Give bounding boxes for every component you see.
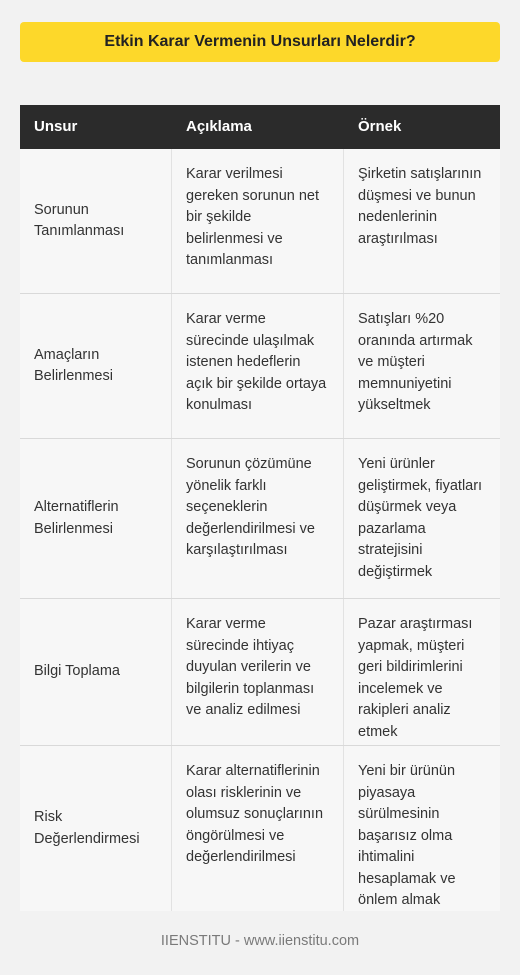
header-ornek: Örnek: [358, 118, 402, 136]
cell-aciklama: Karar verme sürecinde ihtiyaç duyulan verilerin ve bilgilerin toplanması ve analiz edilmesi: [172, 599, 344, 745]
cell-ornek: Yeni bir ürünün piyasaya sürülmesinin başarısız olma ihtimalini hesaplamak ve önlem almak: [358, 763, 456, 908]
cell-ornek: Şirketin satışlarının düşmesi ve bunun nedenlerinin araştırılması: [358, 166, 482, 247]
cell-unsur: Bilgi Toplama: [20, 599, 172, 745]
header-aciklama: Açıklama: [186, 118, 252, 136]
table-row: [20, 439, 500, 599]
header-unsur: Unsur: [34, 118, 78, 136]
cell-aciklama: Karar verilmesi gereken sorunun net bir şekilde belirlenmesi ve tanımlanması: [172, 149, 344, 293]
cell-ornek: Pazar araştırması yapmak, müşteri geri bildirimlerini incelemek ve rakipleri analiz etmek: [358, 616, 473, 740]
table-row: [20, 294, 500, 439]
table-header-row: [20, 105, 500, 149]
cell-aciklama: Sorunun çözümüne yönelik farklı seçeneklerin değerlendirilmesi ve karşılaştırılması: [172, 439, 344, 598]
elements-table: [20, 105, 500, 911]
cell-aciklama: Karar alternatiflerinin olası risklerinin ve olumsuz sonuçlarının öngörülmesi ve değerlendirilmesi: [172, 746, 344, 911]
cell-unsur: Risk Değerlendirmesi: [20, 746, 172, 911]
table-row: [20, 599, 500, 746]
table-row: [20, 149, 500, 294]
cell-ornek: Yeni ürünler geliştirmek, fiyatları düşürmek veya pazarlama stratejisini değiştirmek: [358, 456, 483, 580]
cell-unsur: Amaçların Belirlenmesi: [20, 294, 172, 438]
footer-credit: IIENSTITU - www.iienstitu.com: [160, 933, 360, 949]
page-title: Etkin Karar Vermenin Unsurları Nelerdir?: [20, 22, 500, 62]
cell-unsur: Sorunun Tanımlanması: [20, 149, 172, 293]
cell-unsur: Alternatiflerin Belirlenmesi: [20, 439, 172, 598]
cell-aciklama: Karar verme sürecinde ulaşılmak istenen hedeflerin açık bir şekilde ortaya konulması: [172, 294, 344, 438]
cell-ornek: Satışları %20 oranında artırmak ve müşteri memnuniyetini yükseltmek: [358, 311, 473, 413]
table-row: [20, 746, 500, 911]
